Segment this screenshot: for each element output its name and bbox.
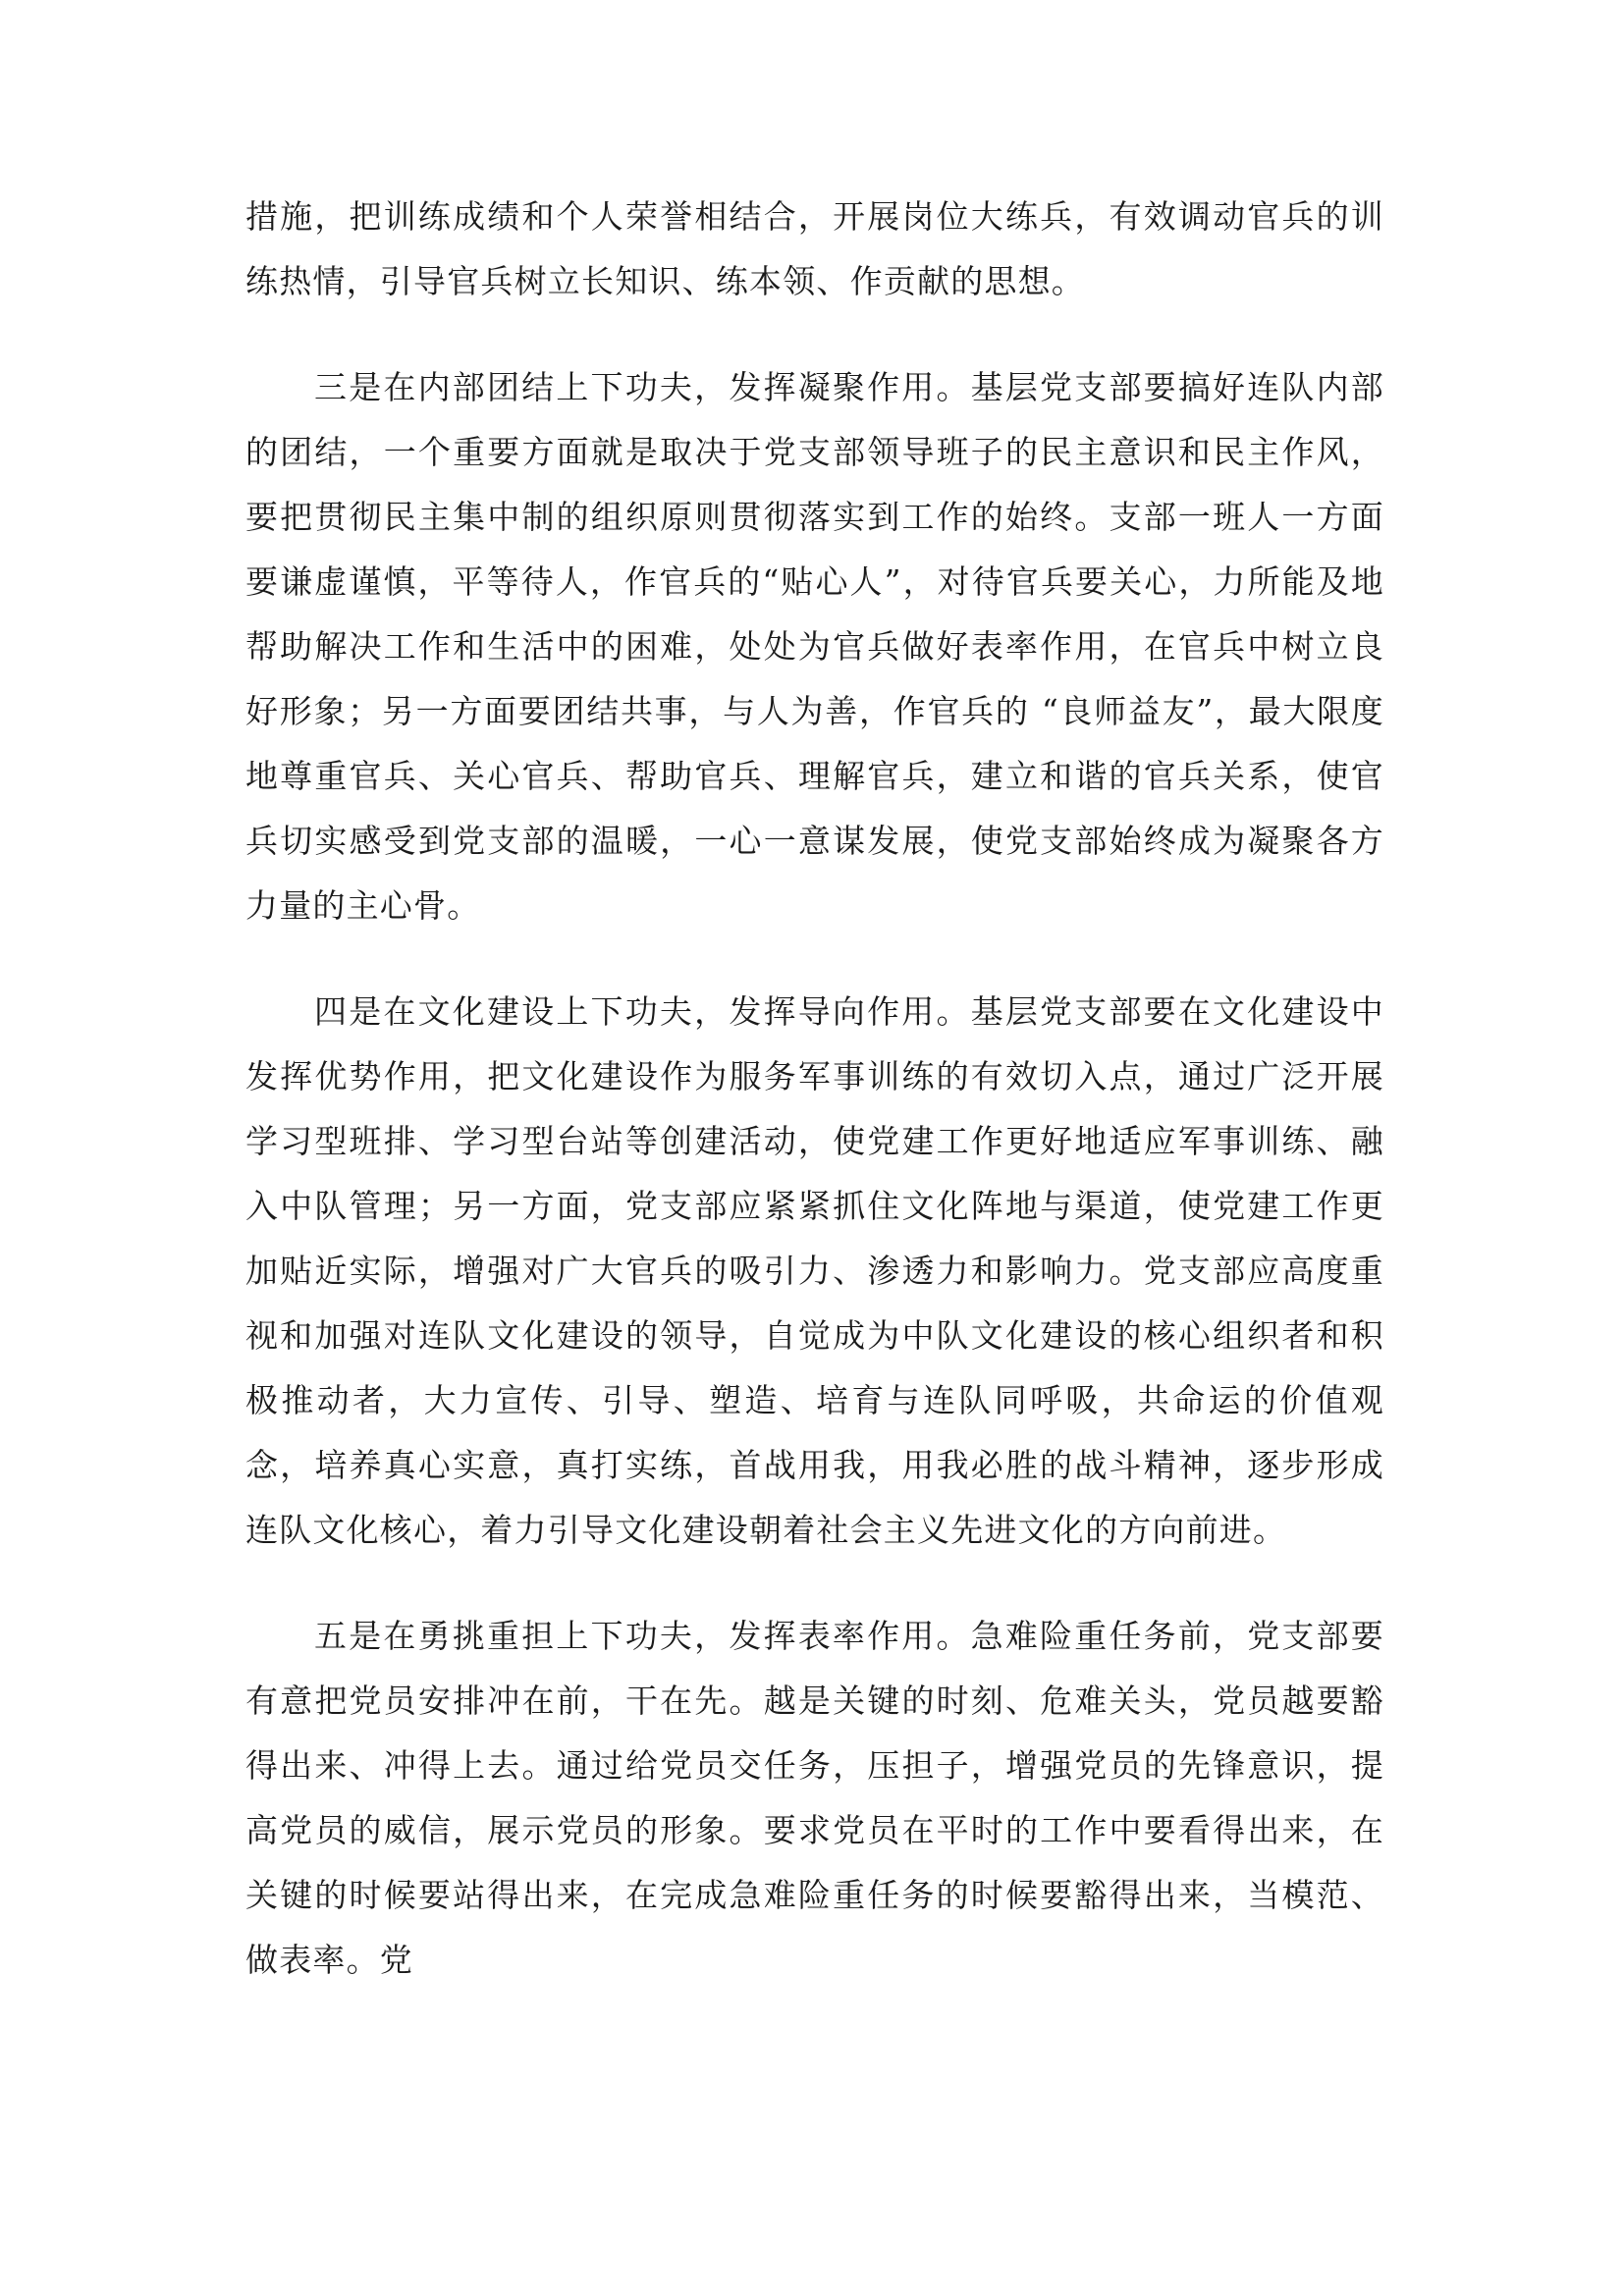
- paragraph-taking-responsibility: 五是在勇挑重担上下功夫，发挥表率作用。急难险重任务前，党支部要有意把党员安排冲在前，干在先。越是关键的时刻、危难关头，党员越要豁得出来、冲得上去。通过给党员交任务，压担子，增强党员的先锋意识，提高党员的威信，展示党员的形象。要求党员在平时的工作中要看得出来，在关键的时候要站得出来，在完成急难险重任务的时候要豁得出来，当模范、做表率。党: [245, 1617, 1384, 1979]
- paragraph-culture-building: 四是在文化建设上下功夫，发挥导向作用。基层党支部要在文化建设中发挥优势作用，把文化建设作为服务军事训练的有效切入点，通过广泛开展学习型班排、学习型台站等创建活动，使党建工作更好地适应军事训练、融入中队管理；另一方面，党支部应紧紧抓住文化阵地与渠道，使党建工作更加贴近实际，增强对广大官兵的吸引力、渗透力和影响力。党支部应高度重视和加强对连队文化建设的领导，自觉成为中队文化建设的核心组织者和积极推动者，大力宣传、引导、塑造、培育与连队同呼吸，共命运的价值观念，培养真心实意，真打实练，首战用我，用我必胜的战斗精神，逐步形成连队文化核心，着力引导文化建设朝着社会主义先进文化的方向前进。: [245, 992, 1384, 1549]
- document-body: [245, 185, 1384, 1993]
- paragraph-internal-unity: 三是在内部团结上下功夫，发挥凝聚作用。基层党支部要搞好连队内部的团结，一个重要方面就是取决于党支部领导班子的民主意识和民主作风，要把贯彻民主集中制的组织原则贯彻落实到工作的始终。支部一班人一方面要谦虚谨慎，平等待人，作官兵的“贴心人”，对待官兵要关心，力所能及地帮助解决工作和生活中的困难，处处为官兵做好表率作用，在官兵中树立良好形象；另一方面要团结共事，与人为善，作官兵的 “良师益友”，最大限度地尊重官兵、关心官兵、帮助官兵、理解官兵，建立和谐的官兵关系，使官兵切实感受到党支部的温暖，一心一意谋发展，使党支部始终成为凝聚各方力量的主心骨。: [245, 368, 1384, 925]
- paragraph-continued: 措施，把训练成绩和个人荣誉相结合，开展岗位大练兵，有效调动官兵的训练热情，引导官兵树立长知识、练本领、作贡献的思想。: [245, 197, 1384, 300]
